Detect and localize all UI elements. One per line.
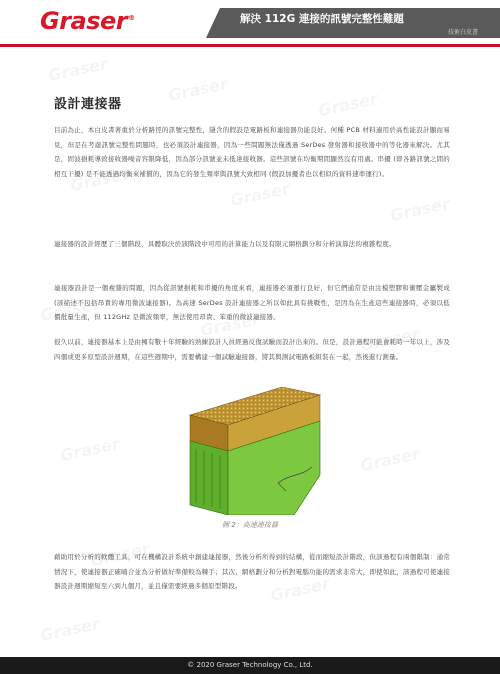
watermark <box>59 434 122 465</box>
header-divider <box>0 44 500 47</box>
watermark <box>389 194 452 225</box>
watermark <box>47 54 110 85</box>
section-title: 設計連接器 <box>54 97 122 112</box>
watermark <box>359 444 422 475</box>
connector-figure <box>182 387 322 515</box>
banner-subtitle: 技術白皮書 <box>448 29 479 36</box>
watermark <box>167 74 230 105</box>
watermark <box>229 179 292 210</box>
banner-slant <box>206 8 220 38</box>
connector-model-illustration <box>182 387 322 515</box>
figure-caption: 圖 2：高速連接器 <box>222 521 278 529</box>
page-header <box>0 0 500 44</box>
paragraph-connector-complexity: 連接器設計是一個複雜的問題，因為從訊號損耗和串擾的角度來看，連接器必須運行良好，但它們通常是由注模塑膠和衝壓金屬製成 (該描述不包括昂貴的專用微波連接器)。為高速 SerDes 設計連接器之所以如此具有挑戰性，是因為在生產這些連接器時，必須以低價批量生產，但 112GHz 是微波頻率，無法使用昂貴、笨重的微波連接器。 <box>54 284 450 321</box>
banner-title: 解決 112G 連接的訊號完整性難題 <box>240 13 404 25</box>
copyright-text: © 2020 Graser Technology Co., Ltd. <box>187 661 313 669</box>
paragraph-intro: 目前為止，本白皮書著重於分析路徑的訊號完整性，隱含的假設是電路板和連接器功能良好。何種 PCB 材料適用於高性能設計顯而易見，但是在考慮訊號完整性問題時，也必須設計連接器，因為一些問題無法僅透過 SerDes 發射器和接收器中的等化器來解決。尤其是，固波損耗導致接收器噪音容限降低，因為部分訊號並未抵達接收器。這些訊號在均衡期間顯然沒有用處。串擾 (即各路訊號之間的相互干擾) 是不能透過均衡來補償的，因為它的發生頻率與訊號大致相同 (假設加擾者也以相似的資料速率運行)。 <box>54 126 450 178</box>
paragraph-design-stages: 連接器的設計經歷了三個階段，具體取決於該階段中可用的計算能力以及有限元網格劃分和分析演算法的複雜程度。 <box>54 240 396 248</box>
paragraph-history: 很久以前，連接器基本上是由擁有數十年經驗的熟練設計人員經過反復試驗而設計出來的。但是，設計過程可能會耗時一年以上，涉及四個或更多原型設計週期，在這些週期中，需要構建一個試驗連接器，將其與測試電路板組裝在一起，然後進行測量。 <box>54 338 450 361</box>
graser-logo: Graser® <box>40 7 135 35</box>
watermark <box>39 614 102 645</box>
paragraph-software-tools: 藉助用於分析的軟體工具，可在機構設計系統中創建連接器，然後分析所得到的結構，從而縮短設計階段，但該過程有兩個限制：通常情況下，使連接器正確嚙合並為分析做好準備較為棘手；其次，網格劃分和分析對電腦功能的需求非常大，即使如此，該過程可使連接器設計週期縮短至六到九個月，並且僅需要經過多個原型階段。 <box>54 553 450 590</box>
watermark <box>317 89 380 120</box>
